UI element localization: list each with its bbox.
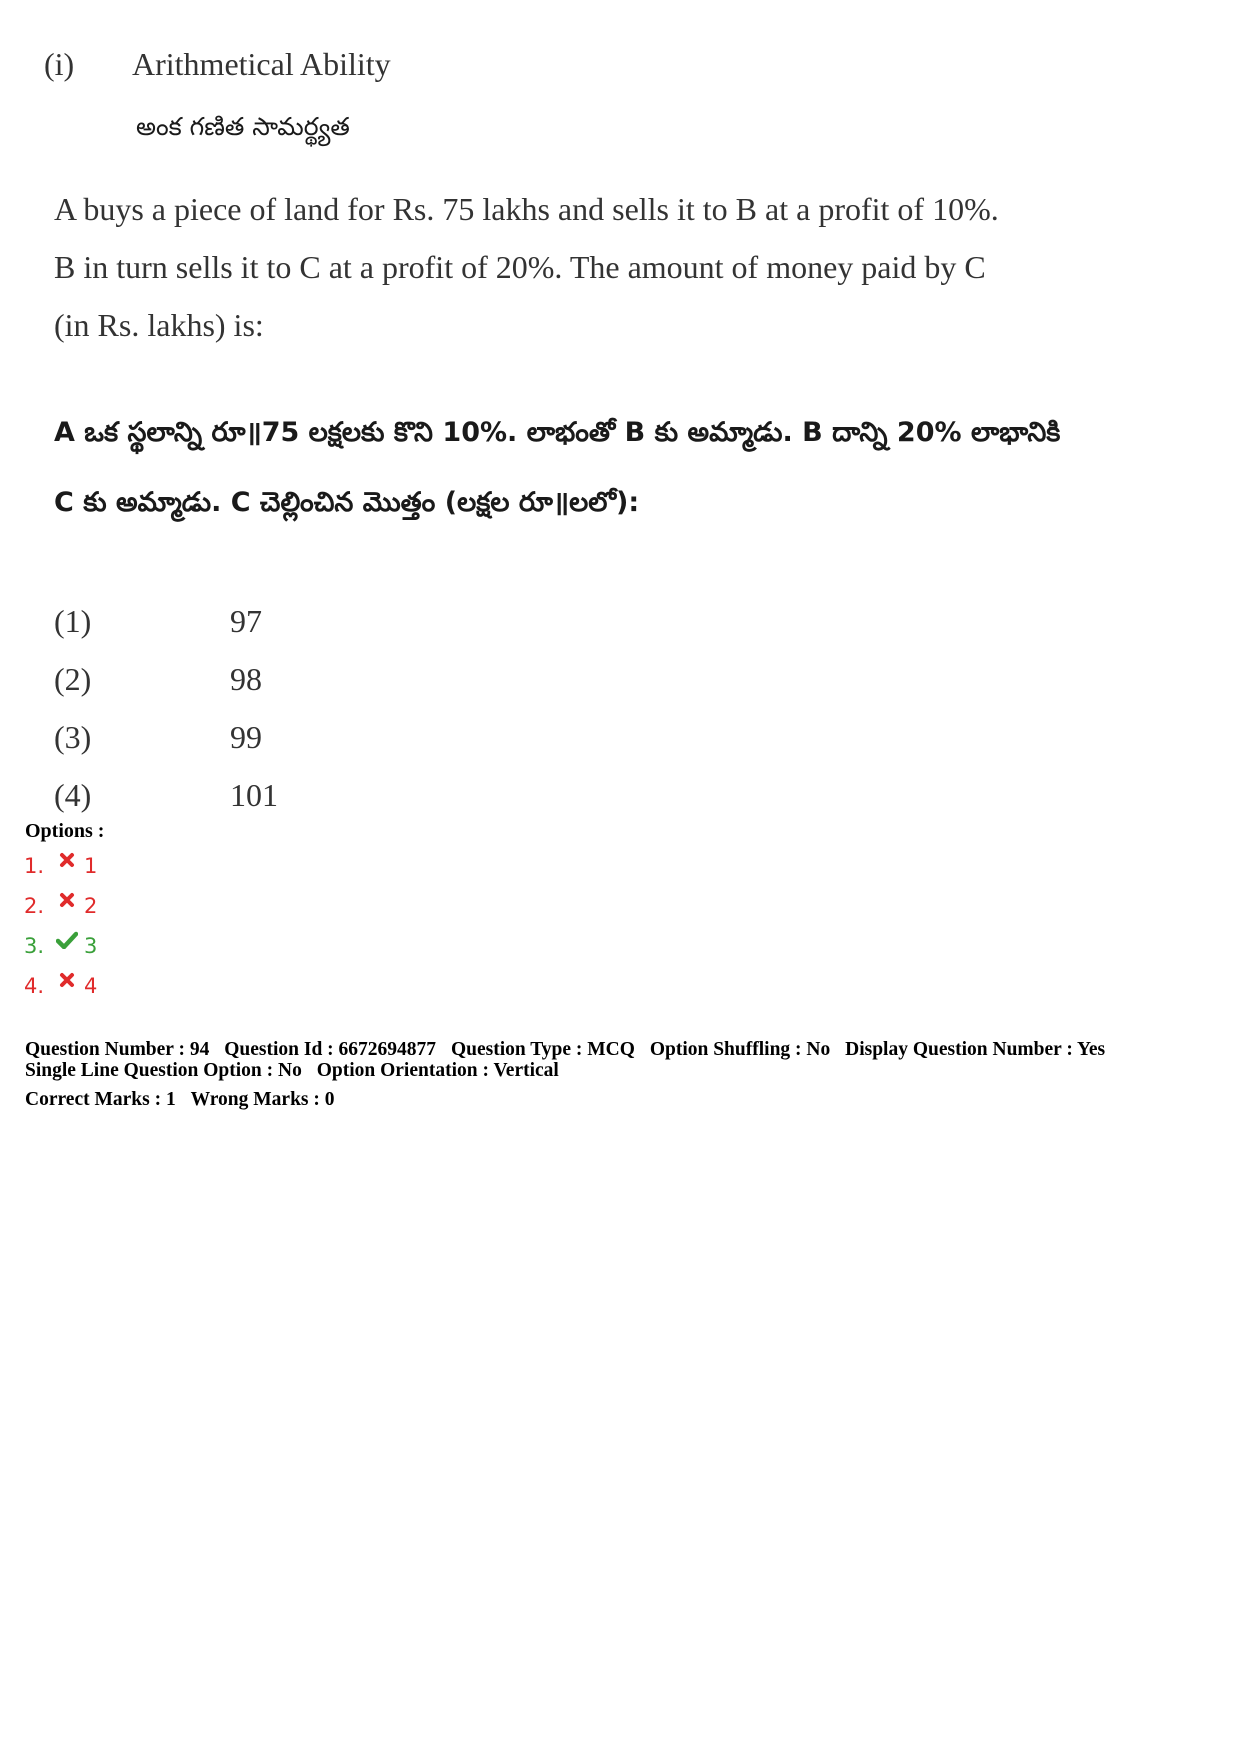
question-type: Question Type : MCQ — [450, 1039, 635, 1060]
cross-icon — [52, 972, 82, 988]
option-item — [24, 886, 97, 926]
option-value: 2 — [84, 894, 98, 918]
option-item — [24, 926, 97, 966]
question-line: A buys a piece of land for Rs. 75 lakhs and sells it to B at a profit of 10%. — [54, 191, 999, 227]
check-icon — [52, 931, 82, 949]
wrong-marks: Wrong Marks : 0 — [190, 1089, 335, 1110]
question-id: Question Id : 6672694877 — [224, 1039, 437, 1060]
section-title: Arithmetical Ability — [132, 46, 391, 82]
choice-number: (4) — [54, 776, 92, 813]
option-index: 4. — [24, 974, 45, 998]
question-meta-line — [25, 1039, 1105, 1061]
section-title-telugu: అంక గణిత సామర్థ్యత — [136, 112, 350, 141]
choice-number: (2) — [54, 660, 92, 697]
marks-line — [25, 1089, 335, 1111]
display-question-number: Display Question Number : Yes — [845, 1039, 1106, 1060]
choice-value: 101 — [230, 776, 278, 813]
choice-item — [54, 708, 278, 766]
option-index: 3. — [24, 934, 45, 958]
options-list — [24, 846, 97, 1006]
option-item — [24, 846, 97, 886]
choice-value: 98 — [230, 660, 262, 697]
choice-item — [54, 766, 278, 824]
section-number: (i) — [44, 46, 75, 82]
question-line: A ఒక స్థలాన్ని రూ॥75 లక్షలకు కొని 10%. లాభంతో B కు అమ్మాడు. B దాన్ని 20% లాభానికి — [54, 417, 1061, 448]
cross-icon — [52, 892, 82, 908]
choice-value: 97 — [230, 602, 262, 639]
cross-icon — [52, 852, 82, 868]
choice-value: 99 — [230, 718, 262, 755]
options-label: Options : — [25, 820, 105, 842]
choice-item — [54, 650, 278, 708]
question-line: (in Rs. lakhs) is: — [54, 307, 264, 343]
option-value: 1 — [84, 854, 98, 878]
option-index: 1. — [24, 854, 45, 878]
question-text-telugu — [54, 398, 1060, 538]
question-meta-line — [25, 1060, 559, 1082]
choice-number: (1) — [54, 602, 92, 639]
question-line: C కు అమ్మాడు. C చెల్లించిన మొత్తం (లక్షల రూ॥లలో): — [54, 487, 640, 518]
option-orientation: Option Orientation : Vertical — [316, 1060, 559, 1081]
option-shuffling: Option Shuffling : No — [649, 1039, 831, 1060]
single-line-option: Single Line Question Option : No — [25, 1060, 302, 1081]
question-text-english — [54, 180, 999, 354]
option-value: 4 — [84, 974, 98, 998]
choice-number: (3) — [54, 718, 92, 755]
choice-list — [54, 592, 278, 824]
correct-marks: Correct Marks : 1 — [25, 1089, 176, 1110]
option-index: 2. — [24, 894, 45, 918]
choice-item — [54, 592, 278, 650]
question-number: Question Number : 94 — [25, 1039, 210, 1060]
option-item — [24, 966, 97, 1006]
option-value: 3 — [84, 934, 98, 958]
question-line: B in turn sells it to C at a profit of 20%. The amount of money paid by C — [54, 249, 986, 285]
